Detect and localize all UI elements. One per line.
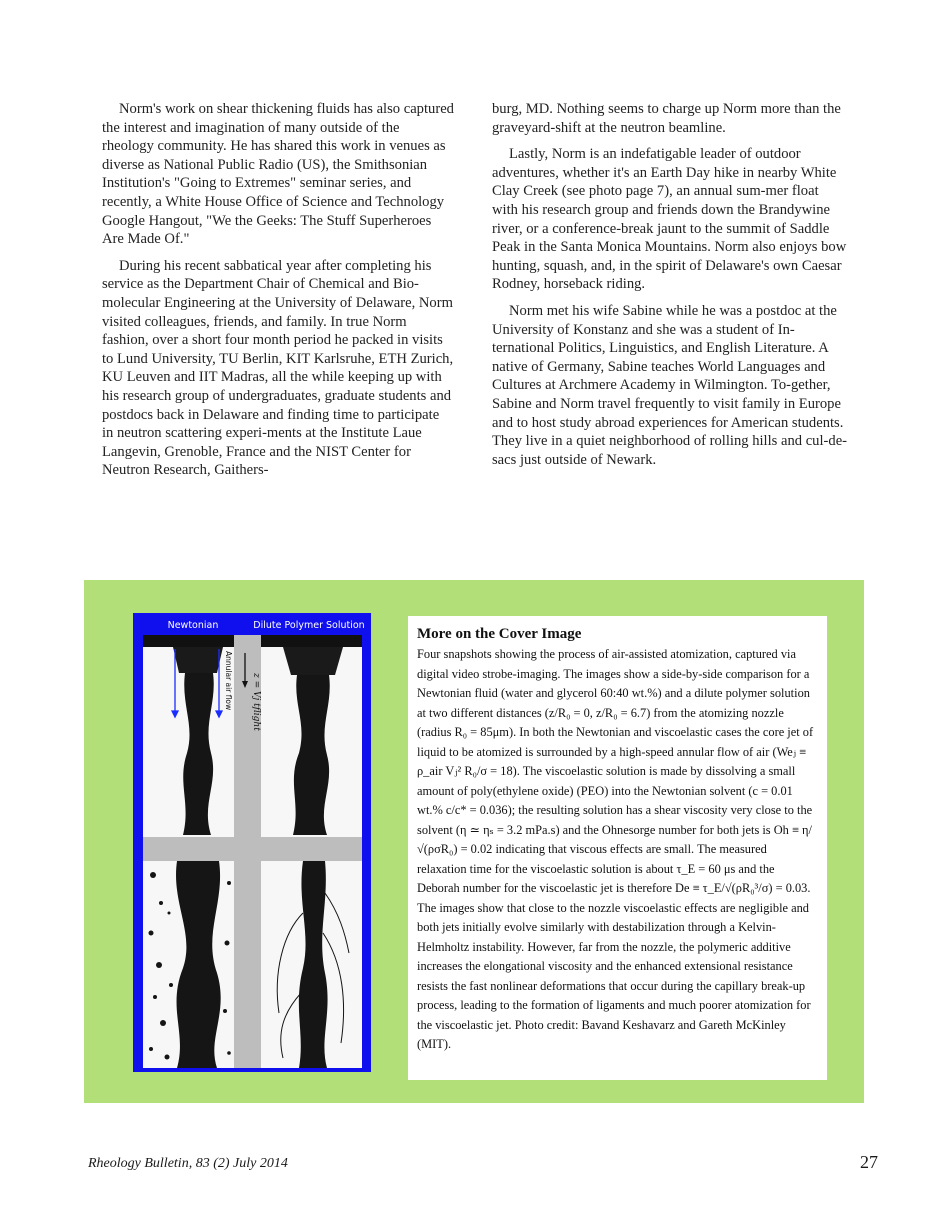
caption-text: Four snapshots showing the process of air-assisted atomization, captured via digital video strobe-imaging. The images show a side-by-side comparison for a Newtonian fluid (water and glycerol 60:40 wt.%) and a dilute polymer solution at two different distances (z/R₀ = 0, z/R₀ = 6.7) from the atomizing nozzle (radius R₀ = 85μm). In both the Newtonian and viscoelastic cases the core jet of liquid to be atomized is surrounded by a high-speed annular flow of air (Weⱼ ≡ ρ_air Vⱼ² R₀/σ = 18). The viscoelastic solution is made by dissolving a small amount of poly(ethylene oxide) (PEO) into the Newtonian solvent (c = 0.01 wt.% c/c* = 0.036); the resulting solution has a shear viscosity very close to the solvent (η ≃ ηₛ = 3.2 mPa.s) and the Ohnesorge number for both jets is Oh ≡ η/√(ρσR₀) = 0.02 indicating that viscous effects are small. The measured relaxation time for the viscoelastic solution is about τ_E = 60 μs and the Deborah number for the viscoelastic jet is therefore De ≡ τ_E/√(ρR₀³/σ) = 0.03. The images show that close to the nozzle viscoelastic effects are negligible and both jets initially evolve similarly with destabilization through a Kelvin-Helmholtz instability. However, far from the nozzle, the polymeric additive increases the elongational viscosity and the enhanced extensional resistance resists the fast nonlinear deformations that occur during the capillary break-up process, leading to the formation of ligaments and much poorer atomization for the viscoelastic jet. Photo credit: Bavand Keshavarz and Gareth McKinley (MIT). — [417, 647, 814, 1051]
page-number: 27 — [860, 1152, 878, 1172]
atomization-photo — [133, 613, 371, 1072]
figure-annotation-z: z = Vj tflight — [251, 673, 261, 731]
figure-annotation-air-flow: Annular air flow — [224, 651, 233, 711]
caption-title: More on the Cover Image — [417, 626, 582, 642]
body-paragraph: Norm met his wife Sabine while he was a postdoc at the University of Konstanz and she was a student of In-ternational Politics, Linguistics, and English Literature. A native of Germany, Sabine teaches World Languages and Cultures at Archmere Academy in Wilmington. To-gether, Sabine and Norm travel frequently to visit family in Europe and to host study abroad experiences for American students. They live in a quiet neighborhood of rolling hills and cul-de-sacs just outside of Newark. — [492, 302, 848, 468]
body-paragraph-continuation: burg, MD. Nothing seems to charge up Norm more than the graveyard-shift at the neutron beamline. — [492, 101, 841, 136]
body-paragraph: During his recent sabbatical year after completing his service as the Department Chair of Chemical and Bio-molecular Engineering at the University of Delaware, Norm visited colleagues, friends, and family. In true Norm fashion, over a short four month period he packed in visits to Lund University, TU Berlin, KIT Karlsruhe, ETH Zurich, KU Leuven and IIT Madras, all the while keeping up with his research group of undergraduates, graduate students and postdocs back in Delaware and finding time to participate in neutron scattering experi-ments at the Institute Laue Langevin, Grenoble, France and the NIST Center for Neutron Research, Gaithers- — [102, 257, 454, 479]
footer-journal-citation: Rheology Bulletin, 83 (2) July 2014 — [88, 1156, 288, 1171]
cover-image-panel — [84, 580, 864, 1103]
body-paragraph: Lastly, Norm is an indefatigable leader of outdoor adventures, whether it's an Earth Day hike in nearby White Clay Creek (see photo page 7), an annual sum-mer float with his research group and friends down the Brandywine river, or a conference-break jaunt to the summit of Saddle Peak in the Santa Monica Mountains. Norm also enjoys bow hunting, squash, and, in the spirit of Delaware's own Caesar Rodney, horseback riding. — [492, 146, 847, 293]
cover-image-figure — [133, 613, 371, 1072]
figure-label-newtonian: Newtonian — [167, 620, 219, 631]
caption-box — [408, 616, 827, 1080]
figure-label-polymer: Dilute Polymer Solution — [253, 620, 365, 631]
body-paragraph: Norm's work on shear thickening fluids has also captured the interest and imagination of many outside of the rheology community. He has shared this work in venues as diverse as National Public Radio (US), the Smithsonian Institution's "Going to Extremes" seminar series, and recently, a White House Office of Science and Technology Google Hangout, "We the Geeks: The Stuff Superheroes Are Made Of." — [102, 101, 454, 248]
right-column — [492, 100, 848, 477]
left-column — [102, 100, 454, 488]
